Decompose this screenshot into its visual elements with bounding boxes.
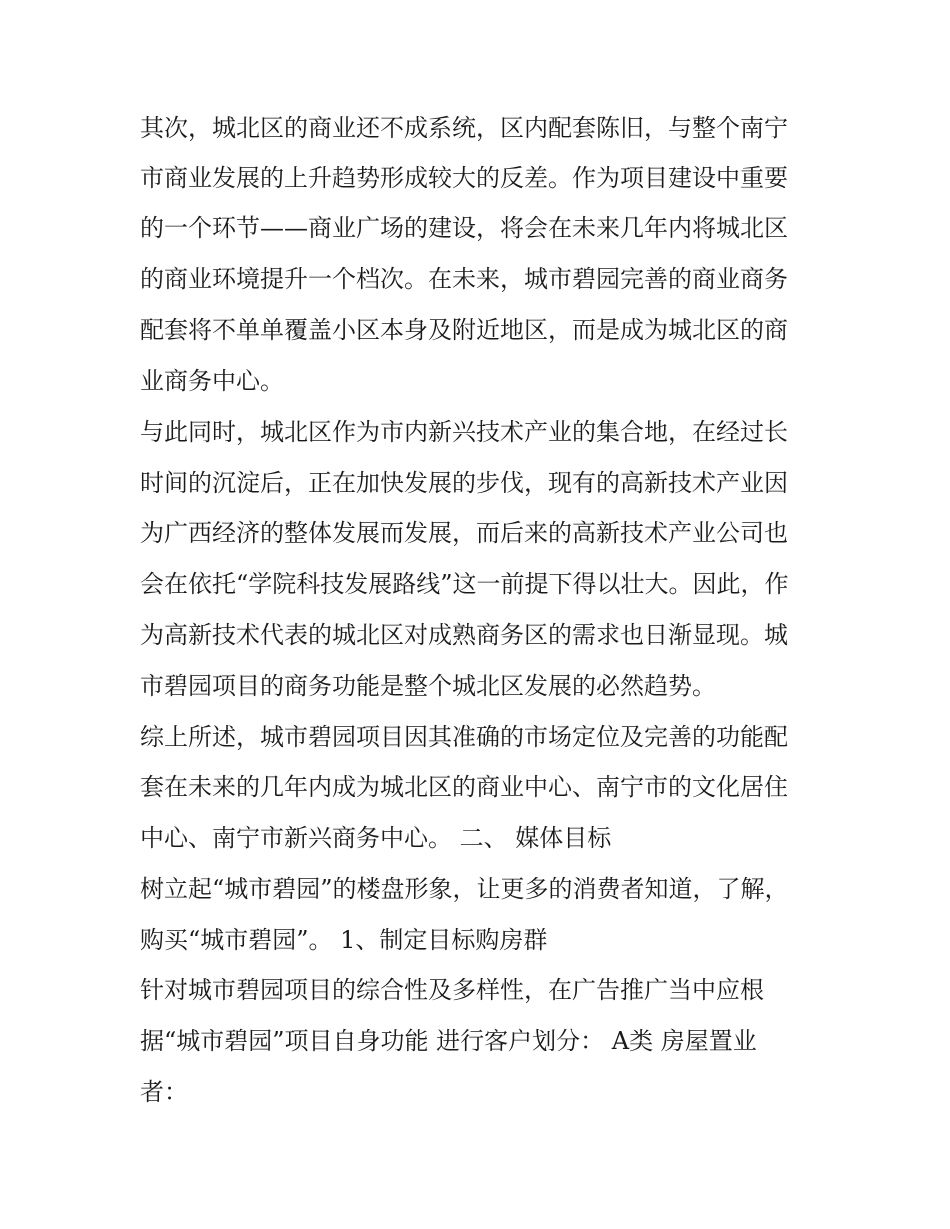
text-line-20: 者： — [140, 1078, 188, 1106]
text-line-18: 针对城市碧园项目的综合性及多样性，在广告推广当中应根 — [140, 976, 764, 1004]
text-line-6: 业商务中心。 — [140, 367, 284, 395]
text-line-16: 树立起“城市碧园”的楼盘形象，让更多的消费者知道，了解， — [140, 875, 789, 903]
text-line-13: 综上所述，城市碧园项目因其准确的市场定位及完善的功能配 — [140, 723, 788, 751]
text-line-7: 与此同时，城北区作为市内新兴技术产业的集合地，在经过长 — [140, 418, 788, 446]
text-line-9: 为广西经济的整体发展而发展，而后来的高新技术产业公司也 — [140, 519, 788, 547]
text-line-19: 据“城市碧园”项目自身功能 进行客户划分： A类 房屋置业 — [140, 1027, 757, 1055]
text-line-4: 的商业环境提升一个档次。在未来，城市碧园完善的商业商务 — [140, 265, 788, 293]
text-line-5: 配套将不单单覆盖小区本身及附近地区，而是成为城北区的商 — [140, 316, 788, 344]
text-line-10: 会在依托“学院科技发展路线”这一前提下得以壮大。因此，作 — [140, 570, 789, 598]
text-line-3: 的一个环节——商业广场的建设，将会在未来几年内将城北区 — [140, 214, 788, 242]
text-line-11: 为高新技术代表的城北区对成熟商务区的需求也日渐显现。城 — [140, 621, 788, 649]
text-line-2: 市商业发展的上升趋势形成较大的反差。作为项目建设中重要 — [140, 164, 788, 192]
text-line-8: 时间的沉淀后，正在加快发展的步伐，现有的高新技术产业因 — [140, 469, 788, 497]
text-line-14: 套在未来的几年内成为城北区的商业中心、南宁市的文化居住 — [140, 773, 788, 801]
text-line-12: 市碧园项目的商务功能是整个城北区发展的必然趋势。 — [140, 672, 716, 700]
text-line-15: 中心、南宁市新兴商务中心。 二、 媒体目标 — [140, 824, 612, 852]
text-line-17: 购买“城市碧园”。 1、制定目标购房群 — [140, 926, 548, 954]
text-line-1: 其次，城北区的商业还不成系统，区内配套陈旧，与整个南宁 — [140, 114, 788, 142]
